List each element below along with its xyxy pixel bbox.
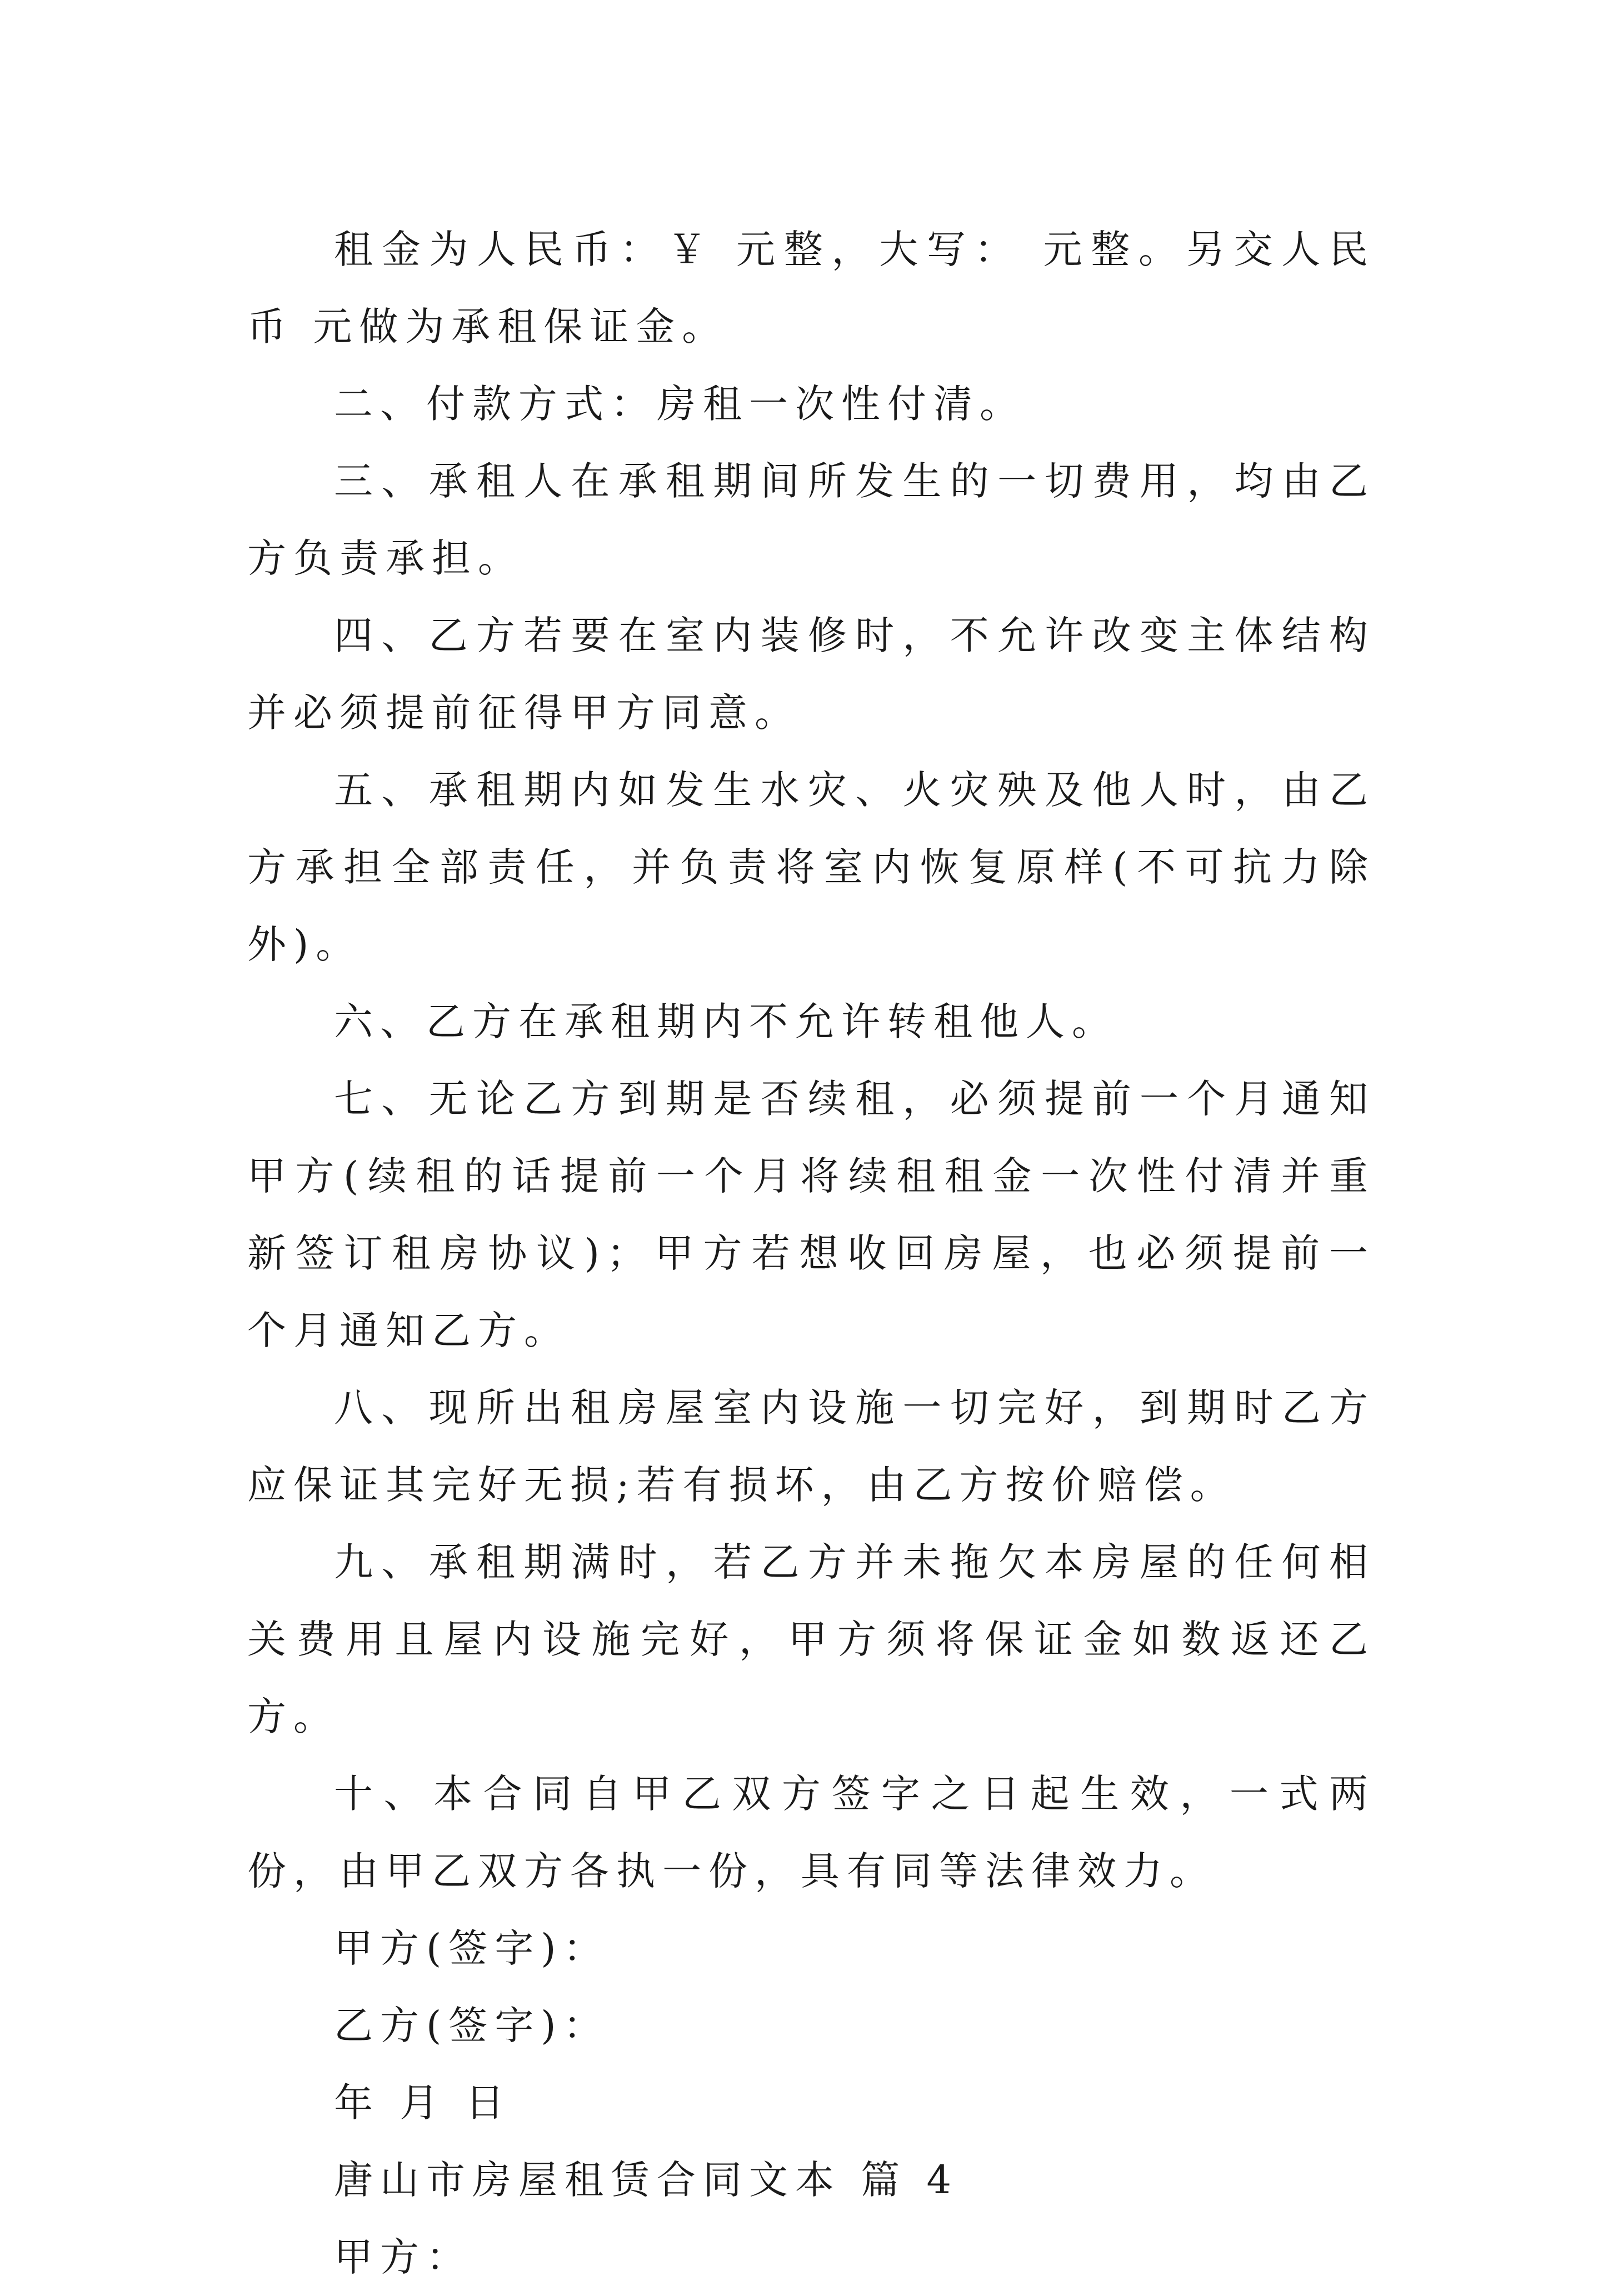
clause-2-payment-method: 二、付款方式：房租一次性付清。: [334, 381, 1026, 427]
clause-5-liability: 五、承租期内如发生水灾、火灾殃及他人时，由乙方承担全部责任，并负责将室内恢复原样(不可抗力除外)。: [247, 767, 1375, 967]
clause-10-effectiveness: 十、本合同自甲乙双方签字之日起生效，一式两份，由甲乙双方各执一份，具有同等法律效力。: [247, 1771, 1375, 1894]
clause-4-renovation: 四、乙方若要在室内装修时，不允许改变主体结构并必须提前征得甲方同意。: [247, 613, 1375, 736]
clause-7-renewal-notice: 七、无论乙方到期是否续租，必须提前一个月通知甲方(续租的话提前一个月将续租租金一次性付清并重新签订租房协议)；甲方若想收回房屋，也必须提前一个月通知乙方。: [247, 1076, 1375, 1353]
next-contract-title: 唐山市房屋租赁合同文本 篇 4: [334, 2157, 959, 2203]
date-line: 年 月 日: [334, 2080, 512, 2125]
clause-9-deposit-return: 九、承租期满时，若乙方并未拖欠本房屋的任何相关费用且屋内设施完好，甲方须将保证金如数返还乙方。: [247, 1539, 1375, 1739]
clause-rent-amount: 租金为人民币：￥ 元整，大写： 元整。另交人民币 元做为承租保证金。: [247, 227, 1375, 349]
document-body: [247, 211, 1375, 2296]
clause-6-sublease: 六、乙方在承租期内不允许转租他人。: [334, 999, 1118, 1044]
next-contract-party-a: 甲方：: [334, 2234, 472, 2280]
clause-8-facilities: 八、现所出租房屋室内设施一切完好，到期时乙方应保证其完好无损;若有损坏，由乙方按价赔偿。: [247, 1385, 1375, 1508]
clause-3-expenses: 三、承租人在承租期间所发生的一切费用，均由乙方负责承担。: [247, 458, 1375, 581]
party-a-signature-line: 甲方(签字)：: [334, 1925, 610, 1971]
party-b-signature-line: 乙方(签字)：: [334, 2003, 610, 2048]
